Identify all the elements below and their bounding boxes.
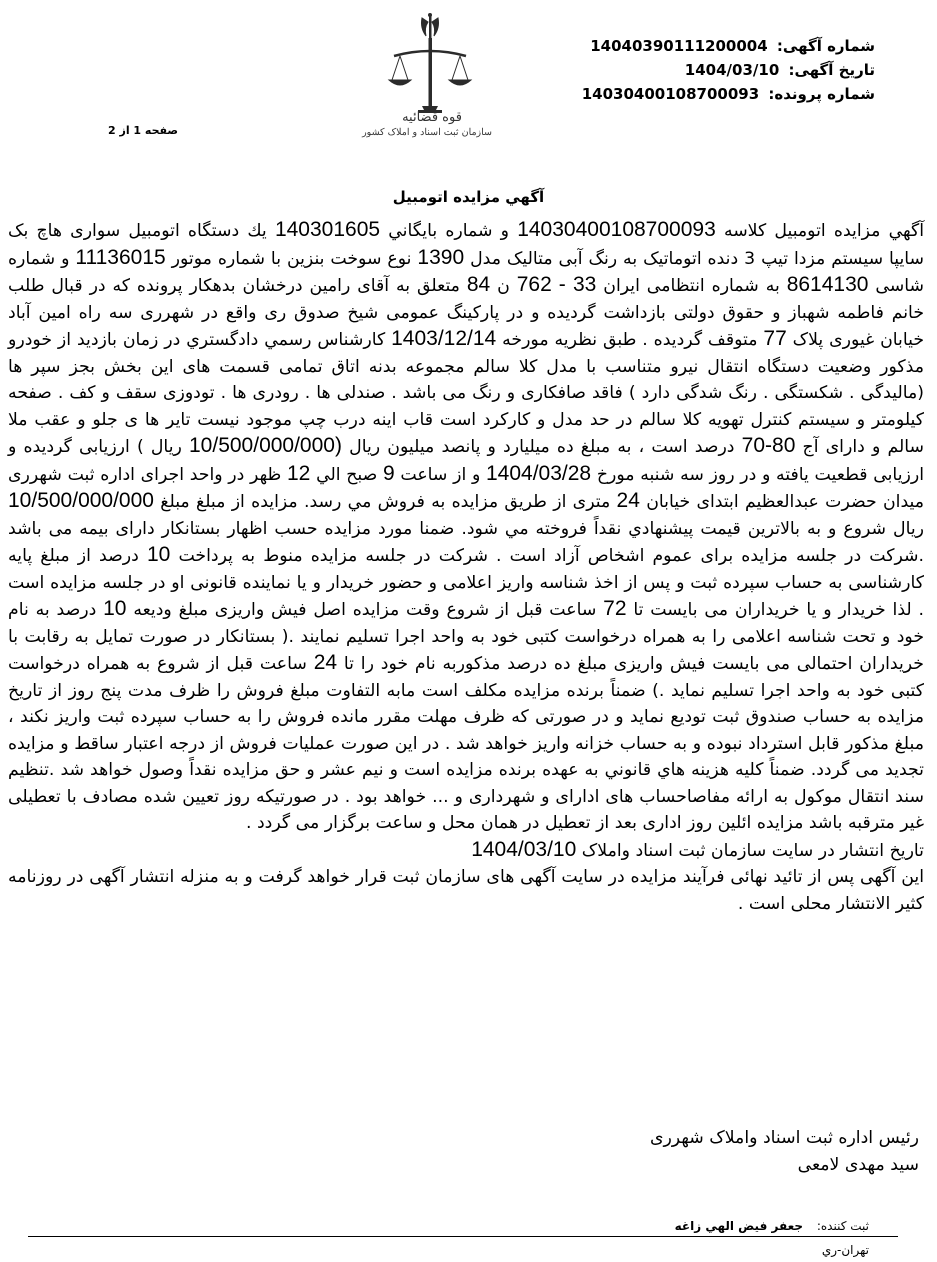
appraised-value: (10/500/000/000 xyxy=(189,434,342,457)
registrar-block xyxy=(569,1214,869,1262)
publication-date: 1404/03/10 xyxy=(471,837,577,861)
registrar-name: جعفر فيض الهي زاغه xyxy=(674,1219,804,1233)
ad-date-row xyxy=(535,58,875,82)
text-segment: ريال شروع و به بالاترين قيمت پيشنهادي نقداً فروخته مي شود. ضمنا مورد xyxy=(378,518,924,539)
file-number-label: شماره پرونده: xyxy=(768,85,875,103)
text-segment: مزایده حسب اظهار بستانکار دارای بیمه می باشد .شرکت در جلسه مزایده برای عموم اشخاص آزاد است . شرکت در جلسه مزایده منوط به پرداخت xyxy=(8,518,925,566)
engine-number: 11136015 xyxy=(75,245,166,269)
text-segment: و شماره بايگاني xyxy=(388,221,510,241)
text-segment: تاريخ انتشار در سايت سازمان ثبت اسناد واملاک xyxy=(581,840,924,861)
registrar-label: ثبت كننده: xyxy=(816,1219,869,1233)
text-segment: بازداشت گردیده و در پارکینگ عمومی شیخ صدوق ری واقع در شهرری سه راه امین آباد خیابان غیوری xyxy=(8,302,925,350)
plate-part: 762 xyxy=(516,273,552,296)
plate-number: 77 xyxy=(763,327,787,350)
text-segment: آگهي مزايده اتومبيل كلاسه xyxy=(723,221,925,241)
text-segment: ظهر در واحد اجرای اداره ثبت xyxy=(67,464,282,485)
text-segment: در روز سه شنبه مورخ xyxy=(596,464,757,485)
text-segment: متری از طريق مزايده به فروش مي رسد. مزايده از مبلغ xyxy=(196,492,611,512)
appraisal-date: 1403/12/14 xyxy=(391,327,497,350)
footer-divider xyxy=(28,1236,898,1237)
text-segment: پلاک xyxy=(792,330,824,350)
document-body xyxy=(8,217,924,917)
paragraph-notice: این آگهی پس از تائید نهائی فرآیند مزایده در سایت آگهی های سازمان ثبت قرار خواهد گرفت و به منزله انتشار آگهی در روزنامه کثیر الانتشار محلی است . xyxy=(8,867,924,914)
paragraph-publication xyxy=(8,837,924,865)
model-year: 1390 xyxy=(417,245,465,269)
start-hour: 9 xyxy=(382,461,395,485)
deposit-percent: 10 xyxy=(103,597,127,620)
registrar-location: تهران-ري xyxy=(821,1243,869,1257)
hours-before: 72 xyxy=(603,597,627,620)
plate-part: 84 xyxy=(466,273,491,296)
plate-letter: ن xyxy=(497,276,510,296)
logo-line-2: سازمان ثبت اسناد و املاک کشور xyxy=(362,127,492,138)
file-number: 14030400108700093 xyxy=(581,85,760,103)
auction-date: 1404/03/28 xyxy=(486,461,592,485)
registrar-row xyxy=(569,1214,869,1238)
ad-metadata xyxy=(535,34,875,106)
paragraph-main xyxy=(8,217,924,837)
text-segment: مبلغ xyxy=(160,492,190,512)
text-segment: نوع سوخت بنزین با شماره موتور xyxy=(171,248,412,269)
text-segment: متوقف گردیده . طبق نظریه مورخه xyxy=(502,330,758,350)
signatory-role: رئیس اداره ثبت اسناد واملاک شهرری xyxy=(649,1128,919,1148)
starting-price: 10/500/000/000 xyxy=(8,489,154,512)
text-segment: شهرری میدان حضرت عبدالعظیم ابتدای خیابان xyxy=(8,464,924,512)
archive-number: 140301605 xyxy=(274,218,381,241)
text-segment: و شماره شاسی xyxy=(8,248,925,296)
page-indicator: صفحه 1 از 2 xyxy=(108,124,179,137)
signature-block xyxy=(519,1125,919,1179)
text-segment: ریال ) ارزیابی گردیده و ارزیابی قطعیت یافته و xyxy=(8,437,924,485)
signatory-name: سید مهدی لامعی xyxy=(797,1155,919,1175)
text-segment: کارشناس رسمي دادگستري در زمان بازدید از xyxy=(57,330,386,350)
text-segment: به شماره انتظامی ایران xyxy=(603,276,780,296)
file-number-row xyxy=(535,82,875,106)
text-segment: صبح الي xyxy=(316,464,378,485)
chassis-number: 8614130 xyxy=(786,273,869,296)
ad-number-row xyxy=(535,34,875,58)
ad-date: 1404/03/10 xyxy=(684,61,780,79)
text-segment: مبلغ ده میلیارد و پانصد میلیون ریال xyxy=(349,437,611,457)
text-segment: درصد است ، به xyxy=(617,437,735,457)
text-segment: خودرو مذکور وضعیت دستگاه انتقال نیرو متناسب با مدل کلا سالم مجموعه بدنه اتاق تمامی قسمت های این بخش بجز سپر ها (مالیدگی . شکستگی . رنگ شدگی دارد ) فاقد صافکاری و رنگ می باشد . صندلی ها . رودری ها . تودوزی سقف و کف . صفحه کیلومتر و سیستم کنترل تهویه کلا سالم در حد مدل و کارکرد است قاب اینه درب چپ موجود نیست تایر ها ی جلو و عقب ملا سالم و دارای آج xyxy=(8,330,924,457)
text-segment: ساعت قبل از شروع به همراه درخواست کتبی خود به واحد اجرا تسلیم نماید .) ضمناً برنده مزایده مکلف است مابه التفاوت مبلغ فروش را ظرف مدت پنج روز از تاریخ مزایده به حساب صندوق ثبت تودیع نماید و در صورتی که ظرف مهلت مقرر مانده فروش را به حساب سپرده ثبت واریز نکند ، مبلغ مذکور قابل استرداد نبوده و به حساب خزانه واریز خواهد شد . در این صورت عملیات فروش از درجه اعتبار ساقط و مزایده تجدید می گردد. ضمناً كليه هزينه هاي قانوني به عهده برنده مزايده است و نیم عشر و حق مزایده نقداً وصول خواهد شد .تنظیم سند انتقال موکول به ارائه مفاصاحساب های ادارای و شهرداری و ... خواهد بود . در صورتیکه روز تعیین شده مصادف با تعطیلی غیر مترقبه باشد مزایده ائلین روز اداری بعد از تعطیل در همان محل و ساعت برگزار می گردد . xyxy=(8,654,924,833)
document-title: آگهي مزايده اتومبيل xyxy=(392,188,545,206)
tire-percent: 80-70 xyxy=(741,434,796,457)
text-segment: يك دستگاه اتومبيل سواری هاچ بک سایپا سیستم مزدا تیپ 3 دنده اتوماتیک به رنگ آبی متالیک مدل xyxy=(8,221,925,269)
text-segment: و از ساعت xyxy=(400,464,481,485)
ad-number-label: شماره آگهی: xyxy=(776,37,875,55)
logo-line-1: قوه قضائیه xyxy=(402,110,462,125)
plate-part: 33 - xyxy=(558,273,597,296)
text-segment: متعلق به آقای رامین درخشان بدهکار پرونده که در قبال طلب خانم فاطمه شهباز و حقوق دولتی xyxy=(8,276,925,323)
ad-number: 14040390111200004 xyxy=(590,37,768,55)
text-segment: درصد به نام خود و تحت شناسه اعلامی را به همراه درخواست کتبی خود به واحد اجرا تسلیم نمایند .( بستانکار در صورت تمایل به رقابت با خریداران احتمالی می بایست فیش واریزی مبلغ ده درصد مذکوربه نام خود را تا xyxy=(8,600,924,674)
deposit-percent: 10 xyxy=(146,543,171,566)
logo-caption xyxy=(362,110,492,138)
hours-before: 24 xyxy=(313,651,338,674)
text-segment: ساعت قبل از شروع وقت مزایده اصل فیش واریزی مبلغ ودیعه xyxy=(133,600,597,620)
end-hour: 12 xyxy=(287,461,311,485)
street-width: 24 xyxy=(616,489,640,512)
text-segment: درصد از مبلغ پایه کارشناسی به حساب سپرده ثبت و پس از اخذ شناسه واریز اعلامی و حضور خریدار و یا نماینده قانونی او در جلسه مزایده است . لذا خریدار و یا خریداران می بایست تا xyxy=(8,546,924,620)
case-number: 14030400108700093 xyxy=(517,218,716,241)
ad-date-label: تاریخ آگهی: xyxy=(788,61,875,79)
